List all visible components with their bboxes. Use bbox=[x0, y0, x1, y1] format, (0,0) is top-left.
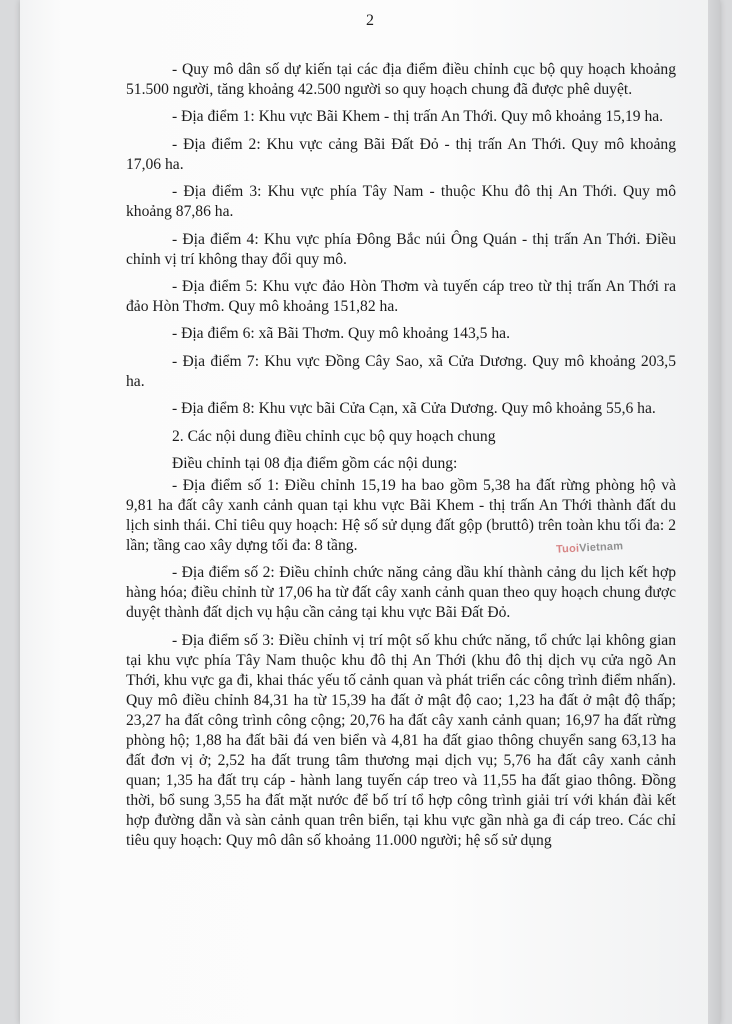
paragraph-location-5: - Địa điểm 5: Khu vực đảo Hòn Thơm và tuyến cáp treo từ thị trấn An Thới ra đảo Hòn Thơm. Quy mô khoảng 151,82 ha. bbox=[126, 277, 676, 315]
paragraph-adjust-location-1: - Địa điểm số 1: Điều chỉnh 15,19 ha bao gồm 5,38 ha đất rừng phòng hộ và 9,81 ha đất cây xanh cảnh quan tại khu vực Bãi Khem - thị trấn An Thới thành đất du lịch sinh thái. Chỉ tiêu quy hoạch: Hệ số sử dụng đất gộp (bruttô) trên toàn khu tối đa: 2 lần; tầng cao xây dựng tối đa: 8 tầng. bbox=[126, 476, 676, 554]
paragraph-location-8: - Địa điểm 8: Khu vực bãi Cửa Cạn, xã Cửa Dương. Quy mô khoảng 55,6 ha. bbox=[172, 400, 656, 418]
paragraph-location-6: - Địa điểm 6: xã Bãi Thơm. Quy mô khoảng 143,5 ha. bbox=[172, 325, 510, 343]
paragraph-location-1: - Địa điểm 1: Khu vực Bãi Khem - thị trấn An Thới. Quy mô khoảng 15,19 ha. bbox=[172, 108, 664, 126]
paragraph-location-2: - Địa điểm 2: Khu vực cảng Bãi Đất Đỏ - thị trấn An Thới. Quy mô khoảng 17,06 ha. bbox=[126, 135, 676, 173]
section-intro: Điều chỉnh tại 08 địa điểm gồm các nội dung: bbox=[172, 454, 458, 472]
paragraph-adjust-location-3: - Địa điểm số 3: Điều chỉnh vị trí một số khu chức năng, tổ chức lại không gian tại khu vực phía Tây Nam thuộc khu đô thị An Thới (khu đô thị dịch vụ cửa ngõ An Thới, khu vực ga đi, khai thác yếu tố cảnh quan và phát triển các công trình điểm nhấn). Quy mô điều chỉnh 84,31 ha từ 15,39 ha đất ở mật độ cao; 1,23 ha đất ở mật độ thấp; 23,27 ha đất công trình công cộng; 20,76 ha đất cây xanh cảnh quan; 16,97 ha đất rừng phòng hộ; 1,88 ha đất bãi đá ven biển và 4,81 ha đất giao thông chuyển sang 63,13 ha đất đơn vị ở; 2,52 ha đất trung tâm thương mại dịch vụ; 5,76 ha đất cây xanh cảnh quan; 1,35 ha đất trụ cáp - hành lang tuyến cáp treo và 11,55 ha đất giao thông. Đồng thời, bổ sung 3,55 ha đất mặt nước để bố trí tổ hợp công trình giải trí với khán đài kết hợp đường dẫn và sàn cảnh quan trên biển, tại khu vực gần nhà ga đi cáp treo. Các chỉ tiêu quy hoạch: Quy mô dân số khoảng 11.000 người; hệ số sử dụng bbox=[126, 631, 676, 849]
paragraph-population: - Quy mô dân số dự kiến tại các địa điểm điều chỉnh cục bộ quy hoạch khoảng 51.500 người, tăng khoảng 42.500 người so quy hoạch chung đã được phê duyệt. bbox=[126, 61, 676, 98]
paragraph-location-4: - Địa điểm 4: Khu vực phía Đông Bắc núi Ông Quán - thị trấn An Thới. Điều chỉnh vị trí không thay đổi quy mô. bbox=[126, 230, 676, 268]
paragraph-location-3: - Địa điểm 3: Khu vực phía Tây Nam - thuộc Khu đô thị An Thới. Quy mô khoảng 87,86 ha. bbox=[126, 183, 676, 221]
document-body bbox=[126, 60, 676, 851]
paragraph-adjust-location-2: - Địa điểm số 2: Điều chỉnh chức năng cảng dầu khí thành cảng du lịch kết hợp hàng hóa; điều chỉnh từ 17,06 ha từ đất cây xanh cảnh quan theo quy hoạch chung được duyệt thành đất dịch vụ hậu cần cảng tại khu vực Bãi Đất Đỏ. bbox=[126, 564, 676, 622]
watermark-brand-part1: Tuoi bbox=[555, 542, 580, 556]
paragraph-location-7: - Địa điểm 7: Khu vực Đồng Cây Sao, xã Cửa Dương. Quy mô khoảng 203,5 ha. bbox=[126, 352, 676, 390]
page-number: 2 bbox=[366, 12, 374, 29]
document-page bbox=[20, 0, 720, 1024]
page-edge-shadow bbox=[708, 0, 720, 1024]
watermark-brand-part2: Vietnam bbox=[578, 540, 624, 555]
section-heading: 2. Các nội dung điều chỉnh cục bộ quy hoạch chung bbox=[172, 427, 496, 445]
